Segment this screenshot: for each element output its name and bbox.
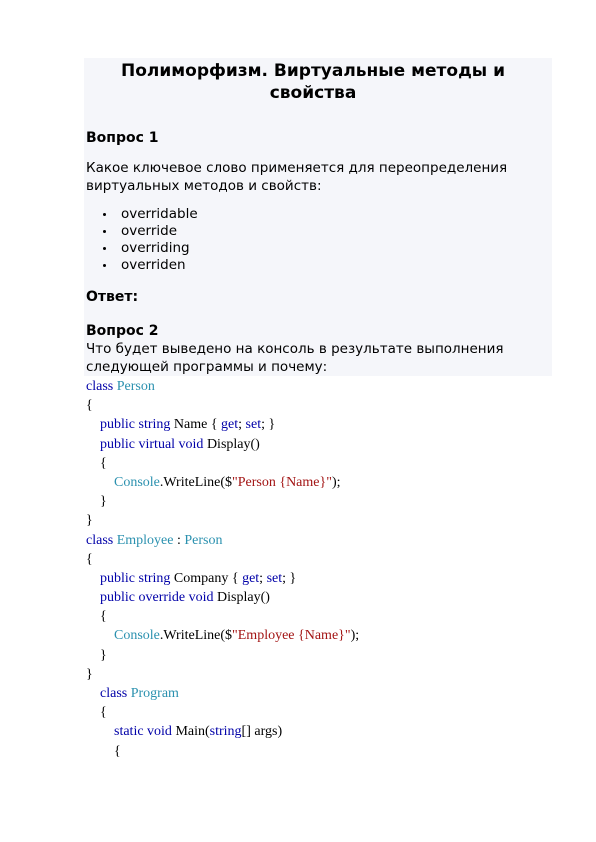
code-line: { (86, 398, 93, 414)
code-line: class Employee : Person (86, 532, 223, 548)
code-line: static void Main(string[] args) (114, 724, 283, 740)
page-title: Полиморфизм. Виртуальные методы и свойства (120, 61, 506, 103)
code-line: public virtual void Display() (100, 436, 260, 452)
question-1-text: Какое ключевое слово применяется для переопределения виртуальных методов и свойств: (86, 160, 508, 194)
option-item: overridable (86, 206, 526, 223)
code-line: public override void Display() (100, 590, 270, 606)
code-line: { (100, 609, 107, 625)
question-1-heading: Вопрос 1 (86, 130, 159, 146)
code-line: } (100, 647, 107, 663)
option-item: overriden (86, 257, 526, 274)
code-listing (86, 377, 526, 761)
code-line: } (86, 666, 93, 682)
code-line: public string Company { get; set; } (100, 570, 297, 586)
code-line: } (86, 513, 93, 529)
option-item: override (86, 223, 526, 240)
code-line: } (100, 494, 107, 510)
code-line: public string Name { get; set; } (100, 417, 276, 433)
question-2-heading: Вопрос 2 (86, 323, 159, 339)
code-line: class Person (86, 379, 155, 394)
code-line: { (86, 551, 93, 567)
code-line: Console.WriteLine($"Employee {Name}"); (114, 628, 360, 644)
code-line: { (114, 743, 121, 759)
code-line: { (100, 455, 107, 471)
answer-label: Ответ: (86, 289, 139, 305)
option-item: overriding (86, 240, 526, 257)
code-line: Console.WriteLine($"Person {Name}"); (114, 474, 341, 490)
code-line: { (100, 705, 107, 721)
question-2-text: Что будет выведено на консоль в результате выполнения следующей программы и почему: (86, 341, 504, 375)
question-1-options (86, 206, 526, 274)
document-content (86, 58, 526, 761)
code-line: class Program (100, 686, 179, 701)
